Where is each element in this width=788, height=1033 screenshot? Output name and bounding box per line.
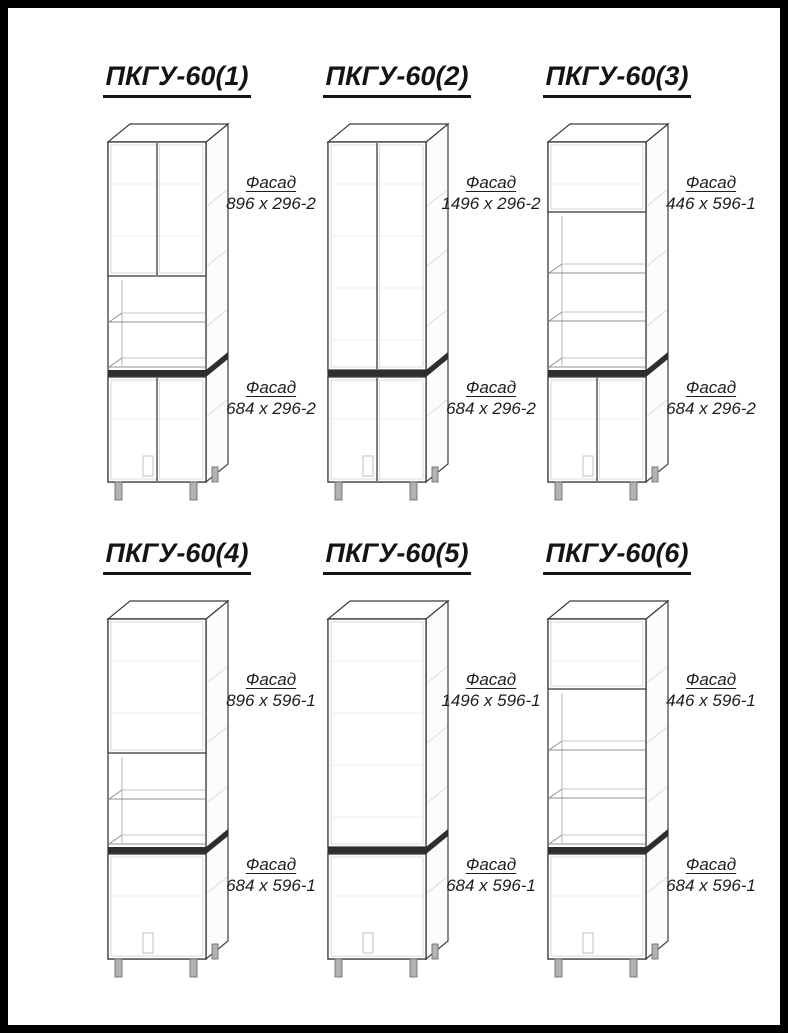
cabinet-title — [526, 61, 708, 92]
cabinet-title-text: ПКГУ-60(3) — [543, 61, 692, 98]
cabinet-title — [306, 61, 488, 92]
facade-word: Фасад — [685, 173, 737, 192]
facade-word: Фасад — [245, 173, 297, 192]
facade-word: Фасад — [465, 173, 517, 192]
facade-top-callout — [650, 172, 772, 214]
cabinet-title-text: ПКГУ-60(1) — [103, 61, 252, 98]
cabinet-drawing — [546, 595, 678, 981]
cabinet-figure-5 — [298, 529, 541, 1001]
cabinet-title — [306, 538, 488, 569]
facade-word: Фасад — [245, 670, 297, 689]
cabinet-figure-6 — [518, 529, 756, 1001]
facade-size: 684 x 596-1 — [446, 876, 536, 895]
facade-size: 684 x 596-1 — [666, 876, 756, 895]
cabinet-figure-3 — [518, 52, 756, 524]
facade-size: 1496 x 596-1 — [441, 691, 541, 710]
cabinet-figure-1 — [78, 52, 316, 524]
facade-size: 446 x 596-1 — [666, 194, 756, 213]
cabinet-drawing — [326, 595, 458, 981]
facade-word: Фасад — [685, 855, 737, 874]
facade-size: 1496 x 296-2 — [441, 194, 541, 213]
facade-top-callout — [650, 669, 772, 711]
facade-size: 684 x 596-1 — [226, 876, 316, 895]
facade-word: Фасад — [685, 670, 737, 689]
cabinet-title-text: ПКГУ-60(2) — [323, 61, 472, 98]
facade-size: 684 x 296-2 — [226, 399, 316, 418]
facade-size: 446 x 596-1 — [666, 691, 756, 710]
facade-word: Фасад — [245, 855, 297, 874]
facade-size: 896 x 596-1 — [226, 691, 316, 710]
facade-word: Фасад — [465, 670, 517, 689]
cabinet-title-text: ПКГУ-60(5) — [323, 538, 472, 575]
facade-word: Фасад — [685, 378, 737, 397]
facade-bottom-callout — [650, 377, 772, 419]
cabinet-title — [526, 538, 708, 569]
cabinet-title — [86, 61, 268, 92]
facade-size: 684 x 296-2 — [666, 399, 756, 418]
facade-bottom-callout — [650, 854, 772, 896]
cabinet-title-text: ПКГУ-60(4) — [103, 538, 252, 575]
cabinet-figure-2 — [298, 52, 541, 524]
cabinet-drawing — [106, 595, 238, 981]
cabinet-title-text: ПКГУ-60(6) — [543, 538, 692, 575]
facade-size: 896 x 296-2 — [226, 194, 316, 213]
facade-size: 684 x 296-2 — [446, 399, 536, 418]
facade-word: Фасад — [245, 378, 297, 397]
cabinet-figure-4 — [78, 529, 316, 1001]
facade-word: Фасад — [465, 855, 517, 874]
cabinet-title — [86, 538, 268, 569]
facade-word: Фасад — [465, 378, 517, 397]
